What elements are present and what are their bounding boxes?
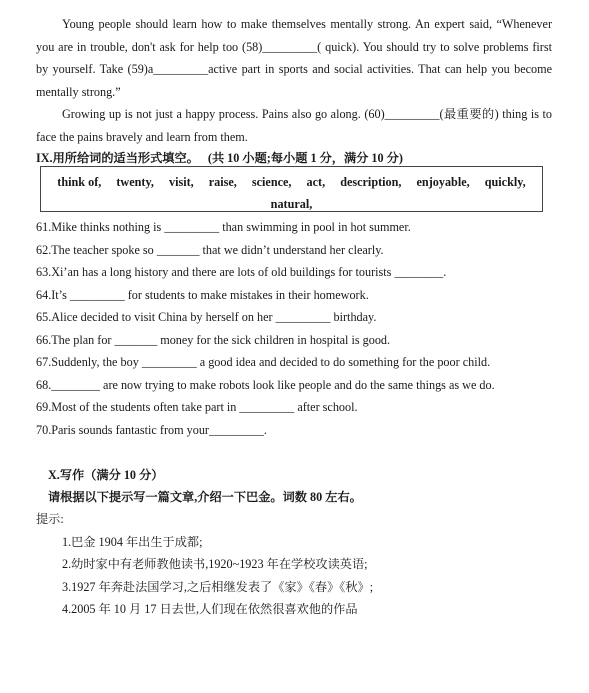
section10-heading: X.写作（满分 10 分） xyxy=(48,468,164,482)
passage-paragraph-1: Young people should learn how to make themselves mentally strong. An expert said, “Whenever you are in trouble, don't ask for help too (58)_________( quick). You should try to solve problems first by yourself. Take (59)a_________active part in sports and social activities. That can help you become mentally strong.” xyxy=(36,17,552,99)
question-61: 61.Mike thinks nothing is _________ than swimming in pool in hot summer. xyxy=(36,220,411,234)
tip-item-1: 1.巴金 1904 年出生于成都; xyxy=(62,535,203,549)
word-bank-item: act, xyxy=(306,175,326,189)
tip-item-4: 4.2005 年 10 月 17 日去世,人们现在依然很喜欢他的作品 xyxy=(62,602,358,616)
question-67: 67.Suddenly, the boy _________ a good idea and decided to do something for the poor child. xyxy=(36,355,491,369)
word-bank-item: twenty, xyxy=(116,175,154,189)
section9-heading xyxy=(36,150,403,166)
word-bank-item: visit, xyxy=(168,175,194,189)
passage-paragraph-2: Growing up is not just a happy process. Pains also go along. (60)_________(最重要的) thing is to face the pains bravely and learn from them. xyxy=(36,107,552,144)
word-bank-item: think of, xyxy=(57,175,102,189)
word-bank-item-last: natural, xyxy=(270,197,313,211)
section9-heading-main: IX.用所给词的适当形式填空。 xyxy=(36,151,199,165)
word-bank-item: raise, xyxy=(208,175,237,189)
tip-item-3: 3.1927 年奔赴法国学习,之后相继发表了《家》《春》《秋》; xyxy=(62,580,374,594)
question-66: 66.The plan for _______ money for the sick children in hospital is good. xyxy=(36,333,391,347)
question-70: 70.Paris sounds fantastic from your_________. xyxy=(36,423,267,437)
tips-label: 提示: xyxy=(36,512,64,526)
word-bank-row xyxy=(41,175,542,190)
question-68: 68.________ are now trying to make robots look like people and do the same things as we do. xyxy=(36,378,495,392)
question-65: 65.Alice decided to visit China by herself on her _________ birthday. xyxy=(36,310,377,324)
word-bank-item: quickly, xyxy=(484,175,526,189)
section10-instruction: 请根据以下提示写一篇文章,介绍一下巴金。词数 80 左右。 xyxy=(48,490,362,504)
question-69: 69.Most of the students often take part in _________ after school. xyxy=(36,400,358,414)
word-bank-item: enjoyable, xyxy=(416,175,470,189)
question-62: 62.The teacher spoke so _______ that we didn’t understand her clearly. xyxy=(36,243,384,257)
question-64: 64.It’s _________ for students to make mistakes in their homework. xyxy=(36,288,369,302)
section9-heading-score: (共 10 小题;每小题 1 分，满分 10 分) xyxy=(207,151,403,165)
question-63: 63.Xi’an has a long history and there are lots of old buildings for tourists ________. xyxy=(36,265,447,279)
word-bank-box xyxy=(40,166,543,212)
word-bank-item: science, xyxy=(251,175,292,189)
word-bank-item: description, xyxy=(340,175,402,189)
tip-item-2: 2.幼时家中有老师教他读书,1920~1923 年在学校攻读英语; xyxy=(62,557,368,571)
